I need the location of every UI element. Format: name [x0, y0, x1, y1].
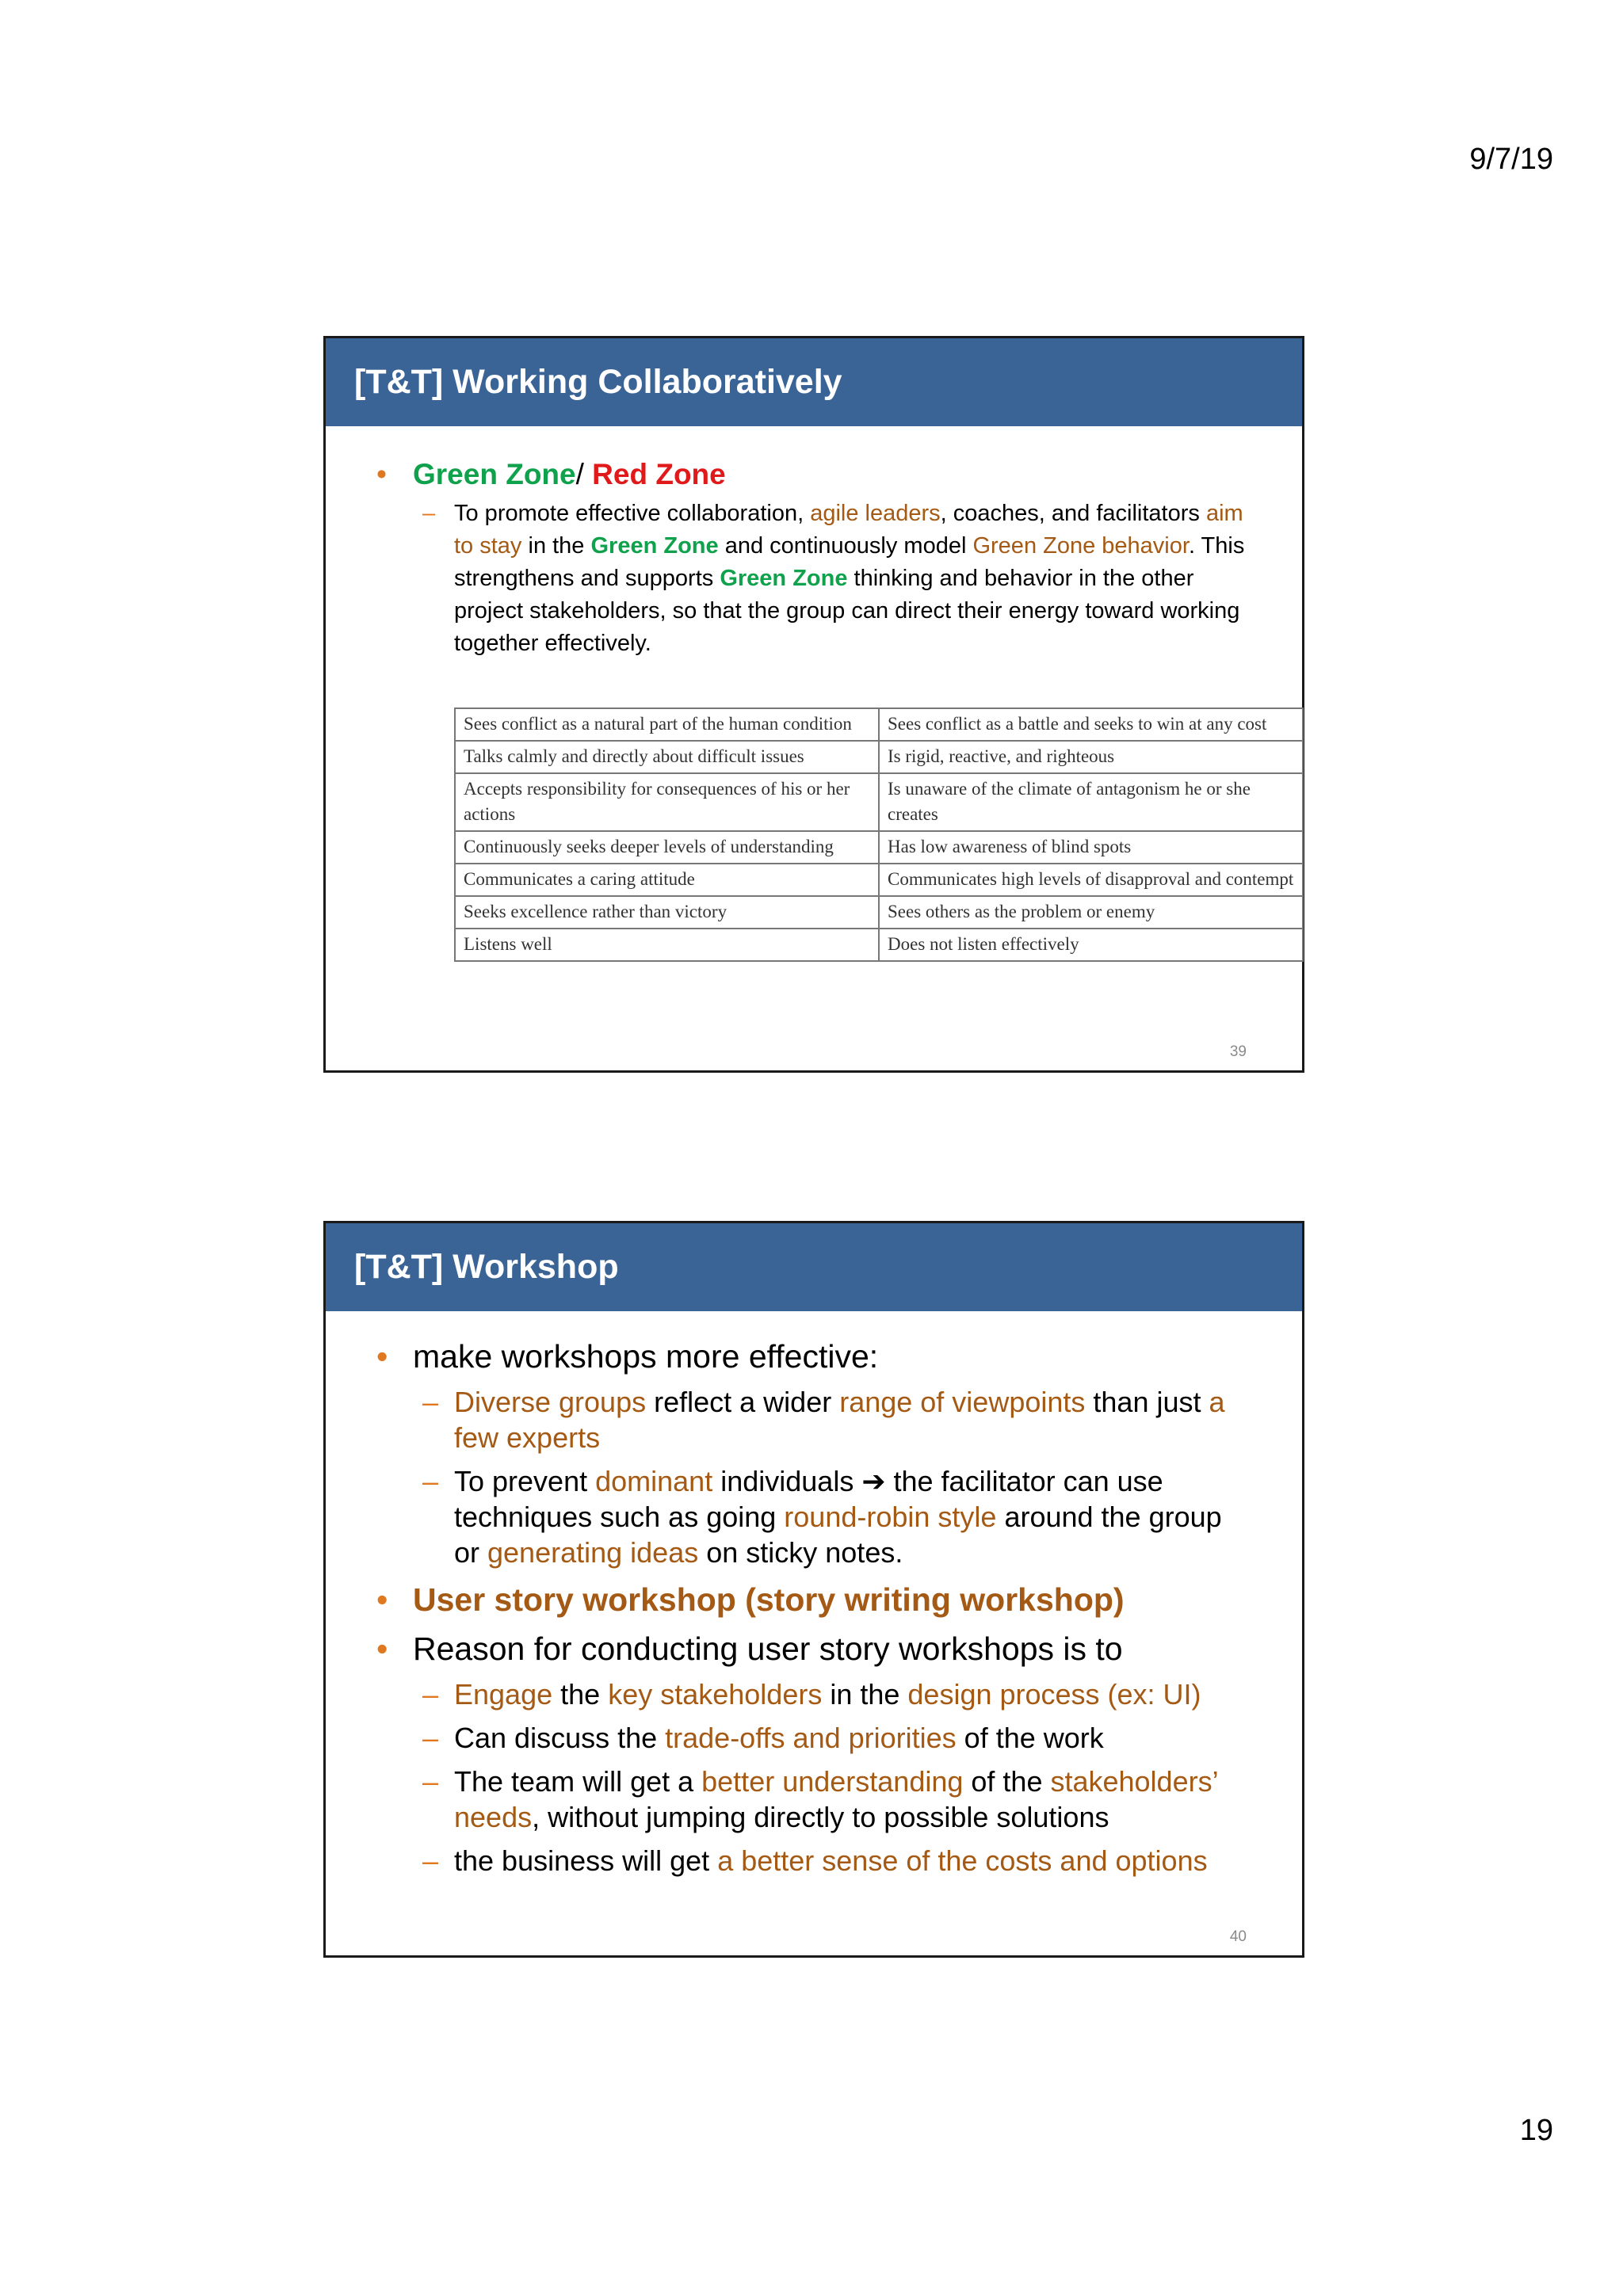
sub-bullet-text [454, 1720, 1104, 1756]
bullet-dot-icon: • [376, 458, 387, 490]
text-run: of the work [956, 1722, 1104, 1754]
green-zone-cell: Accepts responsibility for consequences of his or her actions [455, 773, 879, 831]
sub-bullet-text [454, 1676, 1201, 1712]
sub-bullet-diverse-groups [376, 1384, 1254, 1455]
dash-icon: – [422, 1722, 439, 1754]
sub-bullet-text [454, 1384, 1254, 1455]
highlight-run: trade-offs and priorities [665, 1722, 957, 1754]
sub-bullet-text [454, 1764, 1254, 1835]
green-zone-cell: Listens well [455, 929, 879, 961]
red-zone-cell: Is unaware of the climate of antagonism he or she creates [879, 773, 1303, 831]
green-zone-label: Green Zone [413, 458, 576, 490]
text-run: the facilitator can use techniques such as going [454, 1465, 1163, 1533]
slide-body [326, 1337, 1302, 1878]
highlight-run: a few experts [454, 1386, 1225, 1454]
sub-bullet-prevent-dominant [376, 1463, 1254, 1570]
sub-bullet-engage [376, 1676, 1254, 1712]
text-run: the [552, 1678, 609, 1711]
text-run: , coaches, and facilitators [940, 501, 1206, 526]
green-zone-cell: Continuously seeks deeper levels of understanding [455, 831, 879, 864]
highlight-run: stakeholders’ needs [454, 1765, 1218, 1833]
table-row [455, 741, 1303, 773]
green-zone-cell: Communicates a caring attitude [455, 864, 879, 896]
bullet-dot-icon: • [376, 1581, 388, 1618]
green-run: Green Zone [590, 533, 719, 559]
green-zone-cell: Talks calmly and directly about difficult issues [455, 741, 879, 773]
text-run: thinking and behavior in the other project stakeholders, so that the group can direct their energy toward working together effectively. [454, 566, 1240, 656]
text-run: of the [963, 1765, 1051, 1798]
bullet-effective-workshops [376, 1337, 1254, 1376]
arrow-right-icon: ➔ [861, 1465, 886, 1497]
highlight-run: dominant [595, 1465, 713, 1497]
text-run: reflect a wider [646, 1386, 840, 1418]
slide-body [326, 456, 1302, 962]
text-run: and continuously model [718, 533, 973, 559]
highlight-run: aim to stay [454, 501, 1243, 559]
red-zone-cell: Has low awareness of blind spots [879, 831, 1303, 864]
bullet-user-story-workshop [376, 1580, 1254, 1619]
highlight-run: range of viewpoints [839, 1386, 1086, 1418]
sub-bullet-text [454, 1463, 1254, 1570]
table-row [455, 929, 1303, 961]
highlight-run: design process (ex: UI) [907, 1678, 1201, 1711]
text-run: . This strengthens and supports [454, 533, 1245, 591]
sub-bullet-text [454, 1843, 1208, 1878]
text-run: in the [822, 1678, 908, 1711]
text-run: than just [1085, 1386, 1209, 1418]
text-run: To prevent [454, 1465, 596, 1497]
dash-icon: – [422, 1386, 439, 1418]
bullet-reason [376, 1629, 1254, 1669]
bullet-text: make workshops more effective: [413, 1338, 879, 1375]
text-run: in the [521, 533, 591, 559]
bullet-text: Reason for conducting user story workshops is to [413, 1630, 1123, 1667]
page-date: 9/7/19 [1469, 143, 1553, 176]
text-run: To promote effective collaboration, [454, 501, 811, 526]
dash-icon: – [422, 1465, 439, 1497]
red-zone-cell: Communicates high levels of disapproval and contempt [879, 864, 1303, 896]
highlight-run: a better sense of the costs and options [717, 1844, 1208, 1877]
text-run: around the group or [454, 1501, 1222, 1569]
bullet-text: User story workshop (story writing workshop) [413, 1581, 1125, 1618]
highlight-run: Green Zone behavior [972, 533, 1189, 559]
red-zone-cell: Sees others as the problem or enemy [879, 896, 1303, 929]
bullet-dot-icon: • [376, 1338, 388, 1375]
page-number: 19 [1519, 2114, 1553, 2147]
bullet-green-red-zone [376, 456, 1254, 493]
red-zone-label: Red Zone [592, 458, 726, 490]
text-run: the business will get [454, 1844, 718, 1877]
highlight-run: generating ideas [487, 1536, 699, 1569]
highlight-run: round-robin style [784, 1501, 997, 1533]
separator: / [575, 458, 593, 490]
sub-bullet-understanding [376, 1764, 1254, 1835]
text-run: The team will get a [454, 1765, 702, 1798]
slide-workshop [323, 1221, 1304, 1958]
dash-icon: – [422, 1678, 439, 1711]
bullet-text [413, 456, 726, 493]
sub-bullet-text [454, 498, 1254, 660]
dash-icon: – [422, 1765, 439, 1798]
dash-icon: – [422, 501, 436, 526]
red-zone-cell: Sees conflict as a battle and seeks to win at any cost [879, 708, 1303, 741]
table-row [455, 773, 1303, 831]
sub-bullet-costs-options [376, 1843, 1254, 1878]
slide-title: [T&T] Working Collaboratively [326, 338, 1302, 426]
highlight-run: Diverse groups [454, 1386, 647, 1418]
sub-bullet-tradeoffs [376, 1720, 1254, 1756]
highlight-run: key stakeholders [608, 1678, 823, 1711]
highlight-run: Engage [454, 1678, 553, 1711]
red-zone-cell: Is rigid, reactive, and righteous [879, 741, 1303, 773]
zone-comparison-table [454, 707, 1304, 962]
text-run: , without jumping directly to possible solutions [532, 1801, 1109, 1833]
table-row [455, 831, 1303, 864]
green-run: Green Zone [720, 566, 848, 591]
green-zone-cell: Seeks excellence rather than victory [455, 896, 879, 929]
text-run: individuals [712, 1465, 862, 1497]
highlight-run: agile leaders [810, 501, 941, 526]
slide-number: 40 [1229, 1928, 1247, 1945]
sub-bullet-collaboration [376, 498, 1254, 660]
green-zone-cell: Sees conflict as a natural part of the human condition [455, 708, 879, 741]
slide-working-collaboratively [323, 336, 1304, 1073]
highlight-run: better understanding [701, 1765, 964, 1798]
slide-number: 39 [1229, 1043, 1247, 1060]
red-zone-cell: Does not listen effectively [879, 929, 1303, 961]
table-row [455, 864, 1303, 896]
table-row [455, 708, 1303, 741]
bullet-dot-icon: • [376, 1630, 388, 1667]
dash-icon: – [422, 1844, 439, 1877]
text-run: Can discuss the [454, 1722, 666, 1754]
table-row [455, 896, 1303, 929]
text-run: on sticky notes. [698, 1536, 903, 1569]
slide-title: [T&T] Workshop [326, 1223, 1302, 1311]
